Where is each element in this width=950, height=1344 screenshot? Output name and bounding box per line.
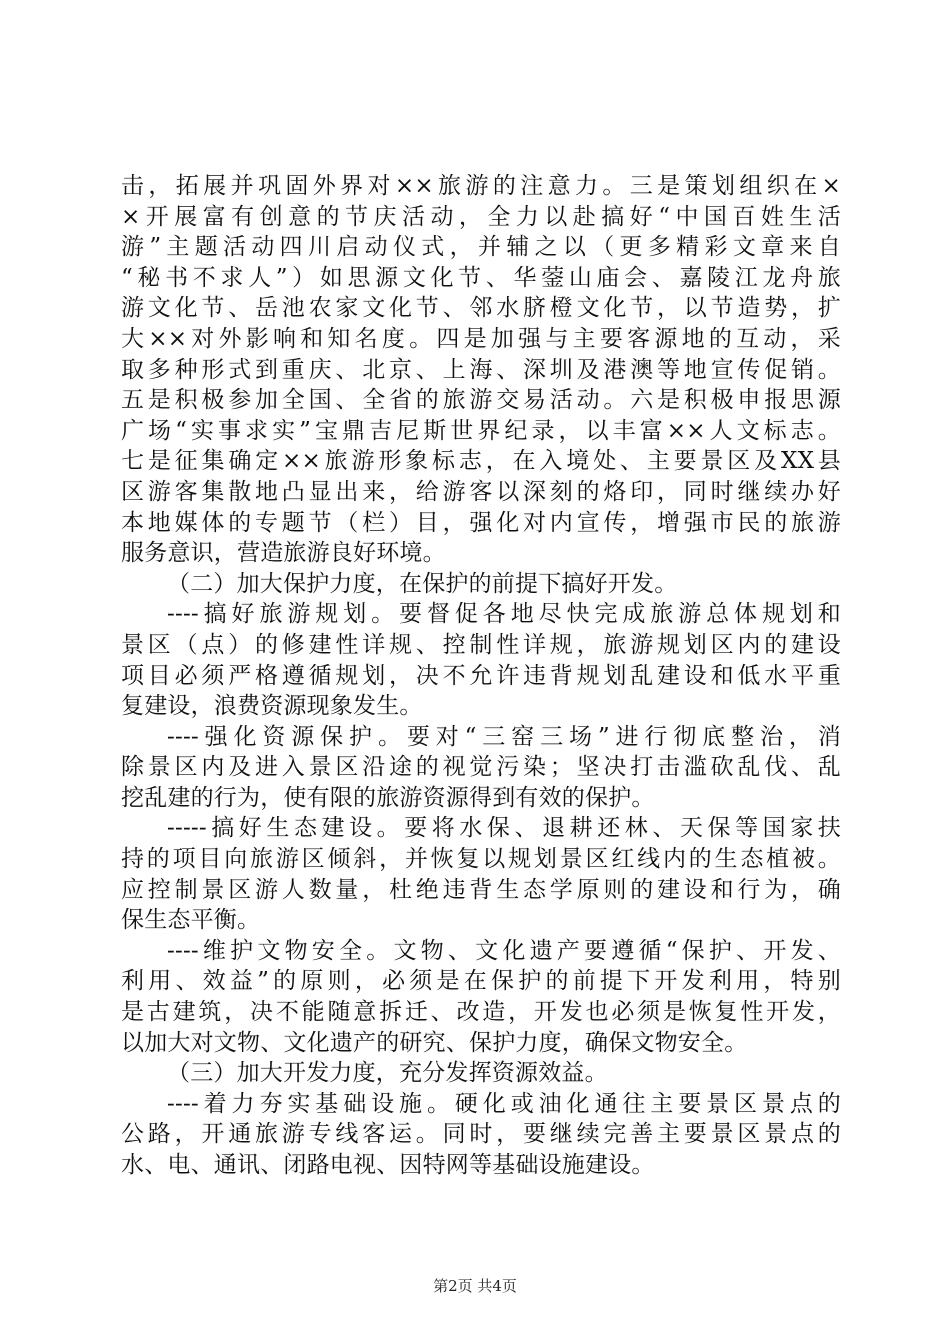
text-line: 景区（点）的修建性详规、控制性详规，旅游规划区内的建设 <box>121 631 841 658</box>
text-line: 七是征集确定××旅游形象标志，在入境处、主要景区及XX县 <box>121 448 841 475</box>
text-line: ×开展富有创意的节庆活动，全力以赴搞好“中国百姓生活 <box>121 203 841 230</box>
text-line: 以加大对文物、文化遗产的研究、保护力度，确保文物安全。 <box>121 1029 748 1056</box>
text-line: 是古建筑，决不能随意拆迁、改造，开发也必须是恢复性开发， <box>121 999 841 1026</box>
text-line: “秘书不求人”）如思源文化节、华蓥山庙会、嘉陵江龙舟旅 <box>121 264 841 291</box>
text-line: 游文化节、岳池农家文化节、邻水脐橙文化节，以节造势，扩 <box>121 295 841 322</box>
text-line: ----搞好旅游规划。要督促各地尽快完成旅游总体规划和 <box>167 601 841 628</box>
page-footer: 第2页 共4页 <box>433 1277 517 1295</box>
text-line: -----搞好生态建设。要将水保、退耕还林、天保等国家扶 <box>167 815 841 842</box>
text-line: 五是积极参加全国、全省的旅游交易活动。六是积极申报思源 <box>121 387 841 414</box>
text-line: 持的项目向旅游区倾斜，并恢复以规划景区红线内的生态植被。 <box>121 846 841 873</box>
text-line: 应控制景区游人数量，杜绝违背生态学原则的建设和行为，确 <box>121 876 841 903</box>
text-line: 复建设，浪费资源现象发生。 <box>121 693 423 720</box>
text-line: 游”主题活动四川启动仪式，并辅之以（更多精彩文章来自 <box>121 234 841 261</box>
text-line: 公路，开通旅游专线客运。同时，要继续完善主要景区景点的 <box>121 1121 841 1148</box>
text-line: 除景区内及进入景区沿途的视觉污染；坚决打击滥砍乱伐、乱 <box>121 754 841 781</box>
text-line: 区游客集散地凸显出来，给游客以深刻的烙印，同时继续办好 <box>121 478 841 505</box>
text-line: 大××对外影响和知名度。四是加强与主要客源地的互动，采 <box>121 325 841 352</box>
text-line: ----强化资源保护。要对“三窑三场”进行彻底整治，消 <box>167 723 841 750</box>
document-body <box>121 171 841 1181</box>
text-line: （三）加大开发力度，充分发挥资源效益。 <box>167 1060 608 1087</box>
text-line: 项目必须严格遵循规划，决不允许违背规划乱建设和低水平重 <box>121 662 841 689</box>
text-line: 取多种形式到重庆、北京、上海、深圳及港澳等地宣传促销。 <box>121 356 841 383</box>
text-line: 挖乱建的行为，使有限的旅游资源得到有效的保护。 <box>121 784 655 811</box>
text-line: （二）加大保护力度，在保护的前提下搞好开发。 <box>167 570 678 597</box>
text-line: ----维护文物安全。文物、文化遗产要遵循“保护、开发、 <box>167 937 841 964</box>
text-line: 水、电、通讯、闭路电视、因特网等基础设施建设。 <box>121 1152 655 1178</box>
text-line: 本地媒体的专题节（栏）目，强化对内宣传，增强市民的旅游 <box>121 509 841 536</box>
text-line: 服务意识，营造旅游良好环境。 <box>121 540 446 567</box>
text-line: 保生态平衡。 <box>121 907 261 934</box>
text-line: 击，拓展并巩固外界对××旅游的注意力。三是策划组织在× <box>121 173 841 199</box>
text-line: 广场“实事求实”宝鼎吉尼斯世界纪录，以丰富××人文标志。 <box>121 417 841 444</box>
text-line: ----着力夯实基础设施。硬化或油化通往主要景区景点的 <box>167 1090 841 1117</box>
text-line: 利用、效益”的原则，必须是在保护的前提下开发利用，特别 <box>121 968 841 995</box>
